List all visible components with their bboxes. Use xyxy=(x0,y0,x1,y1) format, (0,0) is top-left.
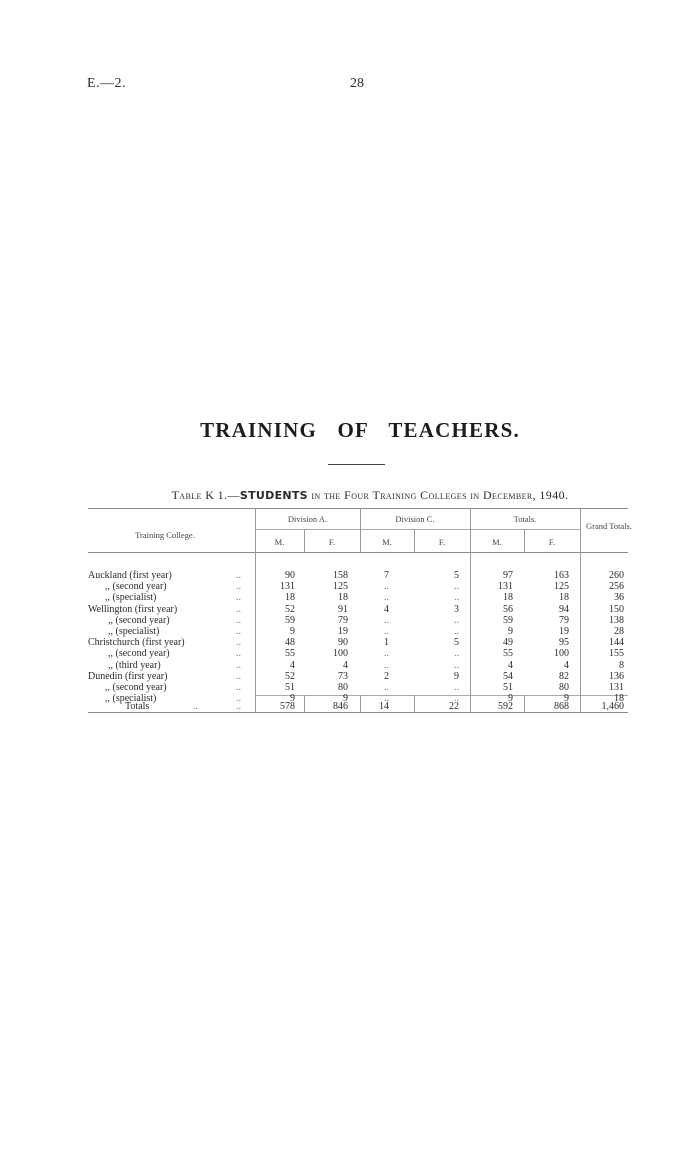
cell-totals-m: 59 xyxy=(503,614,513,626)
cell-division-a-m: 59 xyxy=(285,614,295,626)
cell-division-c-m: .. xyxy=(384,581,389,593)
cell-grand-total: 136 xyxy=(609,670,624,682)
cell-totals-m: 4 xyxy=(508,659,513,671)
cell-division-c-f: .. xyxy=(454,614,459,626)
row-leader: .. xyxy=(236,603,241,615)
header-division-a-f: F. xyxy=(328,537,336,547)
totals-leader-2: .. xyxy=(236,701,241,712)
row-leader: .. xyxy=(236,614,241,626)
cell-division-a-m: 90 xyxy=(285,570,295,581)
cell-totals-f: 80 xyxy=(559,682,569,693)
cell-division-a-m: 4 xyxy=(290,659,295,671)
caption-prefix: Table K 1.— xyxy=(171,488,240,502)
page-number: 28 xyxy=(350,76,364,91)
header-division-c-m: M. xyxy=(382,537,392,547)
row-leader: .. xyxy=(236,670,241,682)
totals-f: 868 xyxy=(554,701,569,712)
cell-totals-m: 9 xyxy=(508,693,513,705)
cell-division-a-f: 91 xyxy=(338,603,348,615)
cell-division-a-m: 52 xyxy=(285,603,295,615)
table-row xyxy=(0,648,700,659)
totals-m: 592 xyxy=(498,701,513,712)
cell-grand-total: 8 xyxy=(619,659,624,671)
cell-totals-m: 55 xyxy=(503,648,513,660)
table-row xyxy=(0,682,700,693)
cell-division-a-f: 80 xyxy=(338,682,348,693)
cell-totals-m: 97 xyxy=(503,570,513,581)
header-division-c-f: F. xyxy=(438,537,446,547)
cell-division-c-m: .. xyxy=(384,648,389,660)
cell-totals-f: 9 xyxy=(564,693,569,705)
table-caption xyxy=(60,488,680,503)
cell-grand-total: 144 xyxy=(609,637,624,649)
cell-division-c-m: .. xyxy=(384,682,389,693)
cell-totals-f: 79 xyxy=(559,614,569,626)
cell-totals-f: 82 xyxy=(559,670,569,682)
cell-division-a-f: 158 xyxy=(333,570,348,581)
row-label: ,, (specialist) xyxy=(108,626,160,637)
row-label: ,, (specialist) xyxy=(105,592,157,604)
cell-totals-m: 9 xyxy=(508,626,513,637)
cell-totals-f: 4 xyxy=(564,659,569,671)
cell-division-a-m: 131 xyxy=(280,581,295,593)
cell-totals-m: 56 xyxy=(503,603,513,615)
cell-division-c-f: .. xyxy=(454,693,459,705)
cell-grand-total: 28 xyxy=(614,626,624,637)
cell-division-a-m: 51 xyxy=(285,682,295,693)
header-division-a: Division A. xyxy=(287,514,328,524)
cell-totals-f: 94 xyxy=(559,603,569,615)
header-division-c: Division C. xyxy=(395,514,435,524)
table-row xyxy=(0,637,700,648)
report-code: E.—2. xyxy=(87,76,127,91)
row-leader: .. xyxy=(236,592,241,604)
cell-division-a-f: 125 xyxy=(333,581,348,593)
table-row xyxy=(0,615,700,626)
row-leader: .. xyxy=(236,637,241,649)
section-title: TRAINING OF TEACHERS. xyxy=(200,418,520,442)
totals-div-c-f: 22 xyxy=(449,701,459,712)
header-grand-totals: Grand Totals. xyxy=(586,521,632,531)
header-totals-f: F. xyxy=(548,537,556,547)
row-leader: .. xyxy=(236,659,241,671)
cell-grand-total: 155 xyxy=(609,648,624,660)
totals-div-a-f: 846 xyxy=(333,701,348,712)
table-row xyxy=(0,671,700,682)
cell-division-c-f: .. xyxy=(454,648,459,660)
row-label: ,, (second year) xyxy=(108,614,170,626)
cell-totals-f: 19 xyxy=(559,626,569,637)
cell-totals-f: 95 xyxy=(559,637,569,649)
cell-totals-f: 163 xyxy=(554,570,569,581)
cell-division-a-m: 52 xyxy=(285,670,295,682)
totals-row xyxy=(0,701,700,712)
cell-division-a-m: 18 xyxy=(285,592,295,604)
cell-grand-total: 260 xyxy=(609,570,624,581)
totals-div-a-m: 578 xyxy=(280,701,295,712)
cell-division-a-m: 9 xyxy=(290,693,295,705)
row-label: Christchurch (first year) xyxy=(88,637,185,649)
cell-division-c-m: .. xyxy=(384,592,389,604)
totals-label: Totals xyxy=(125,701,150,712)
cell-totals-m: 54 xyxy=(503,670,513,682)
cell-totals-m: 18 xyxy=(503,592,513,604)
cell-division-c-m: 4 xyxy=(384,603,389,615)
row-leader: .. xyxy=(236,648,241,660)
cell-totals-m: 49 xyxy=(503,637,513,649)
row-leader: .. xyxy=(236,581,241,593)
cell-totals-f: 125 xyxy=(554,581,569,593)
table-row xyxy=(0,604,700,615)
row-label: ,, (second year) xyxy=(105,682,167,693)
cell-division-c-f: 9 xyxy=(454,670,459,682)
table-row xyxy=(0,660,700,671)
cell-division-a-m: 9 xyxy=(290,626,295,637)
row-leader: .. xyxy=(236,693,241,705)
caption-rest: in the Four Training Colleges in December, 1940. xyxy=(307,488,569,502)
row-leader: .. xyxy=(236,570,241,581)
header-totals-m: M. xyxy=(492,537,502,547)
cell-division-c-f: .. xyxy=(454,626,459,637)
cell-division-c-m: 7 xyxy=(384,570,389,581)
table-row xyxy=(0,581,700,592)
cell-division-a-f: 79 xyxy=(338,614,348,626)
cell-division-a-f: 73 xyxy=(338,670,348,682)
totals-grand: 1,460 xyxy=(601,701,624,712)
row-leader: .. xyxy=(236,682,241,693)
cell-division-a-f: 4 xyxy=(343,659,348,671)
header-training-college: Training College. xyxy=(135,530,195,540)
cell-division-a-f: 100 xyxy=(333,648,348,660)
cell-division-c-m: 1 xyxy=(384,637,389,649)
table-row xyxy=(0,592,700,603)
title-divider xyxy=(328,464,385,465)
cell-division-a-f: 9 xyxy=(343,693,348,705)
cell-division-c-f: .. xyxy=(454,592,459,604)
cell-division-c-f: .. xyxy=(454,659,459,671)
table-top-rule xyxy=(88,508,628,509)
cell-grand-total: 36 xyxy=(614,592,624,604)
cell-totals-f: 18 xyxy=(559,592,569,604)
caption-bold: STUDENTS xyxy=(239,489,308,502)
cell-division-c-f: .. xyxy=(454,581,459,593)
cell-grand-total: 138 xyxy=(609,614,624,626)
cell-division-a-f: 90 xyxy=(338,637,348,649)
cell-grand-total: 18 xyxy=(614,693,624,705)
cell-grand-total: 256 xyxy=(609,581,624,593)
cell-division-a-m: 48 xyxy=(285,637,295,649)
cell-division-c-f: 3 xyxy=(454,603,459,615)
cell-totals-f: 100 xyxy=(554,648,569,660)
row-label: ,, (third year) xyxy=(108,659,161,671)
cell-division-c-m: .. xyxy=(384,626,389,637)
cell-division-a-f: 19 xyxy=(338,626,348,637)
cell-division-c-f: 5 xyxy=(454,570,459,581)
cell-totals-m: 131 xyxy=(498,581,513,593)
header-division-a-m: M. xyxy=(274,537,285,547)
row-label: ,, (second year) xyxy=(105,581,167,593)
cell-grand-total: 131 xyxy=(609,682,624,693)
totals-leader: .. xyxy=(193,701,198,712)
cell-division-c-f: .. xyxy=(454,682,459,693)
cell-totals-m: 51 xyxy=(503,682,513,693)
totals-div-c-m: 14 xyxy=(379,701,389,712)
cell-division-a-m: 55 xyxy=(285,648,295,660)
cell-division-a-f: 18 xyxy=(338,592,348,604)
header-bottom-rule xyxy=(88,552,628,553)
row-label: Wellington (first year) xyxy=(88,603,178,615)
cell-division-c-m: 2 xyxy=(384,670,389,682)
cell-division-c-m: .. xyxy=(384,614,389,626)
table-row xyxy=(0,570,700,581)
row-leader: .. xyxy=(236,626,241,637)
cell-division-c-m: .. xyxy=(384,693,389,705)
cell-division-c-m: .. xyxy=(384,659,389,671)
row-label: Auckland (first year) xyxy=(88,570,172,581)
cell-grand-total: 150 xyxy=(609,603,624,615)
table-row xyxy=(0,626,700,637)
row-label: ,, (specialist) xyxy=(105,693,157,705)
header-totals: Totals. xyxy=(513,514,537,524)
cell-division-c-f: 5 xyxy=(454,637,459,649)
row-label: Dunedin (first year) xyxy=(88,670,168,682)
row-label: ,, (second year) xyxy=(108,648,170,660)
